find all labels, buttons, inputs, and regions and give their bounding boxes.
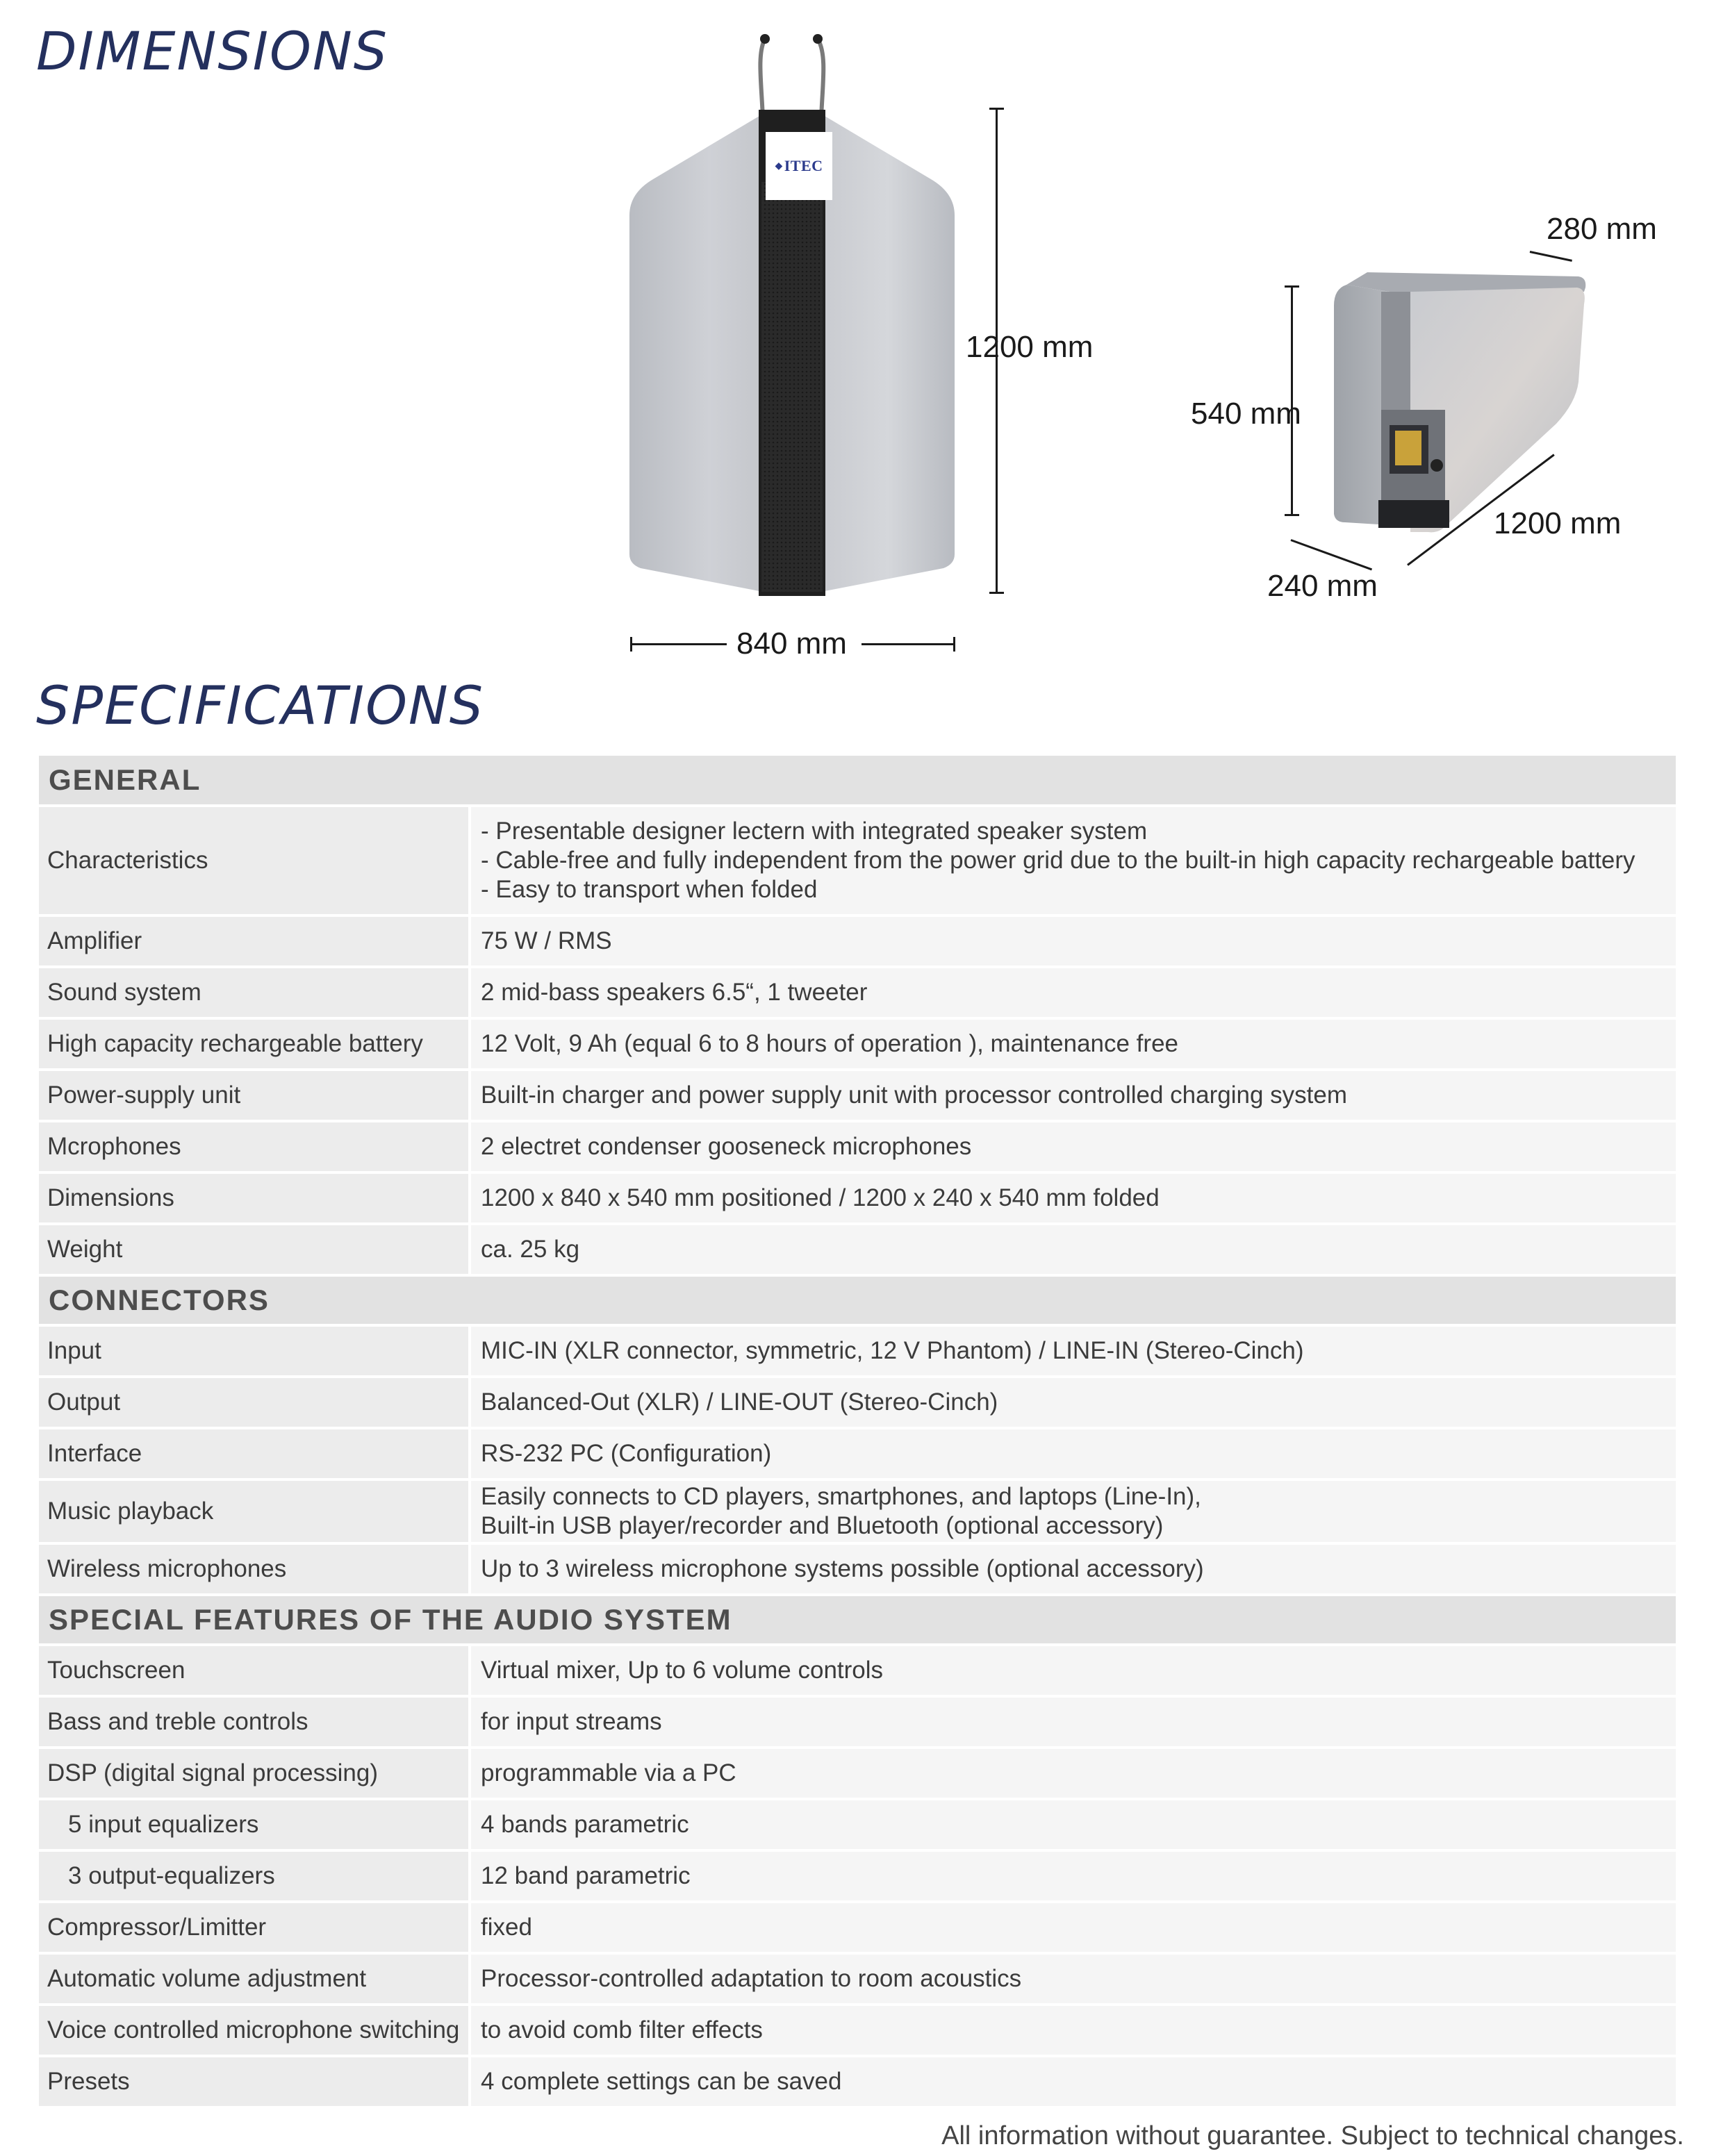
- spec-value: Built-in charger and power supply unit with processor controlled charging system: [470, 1070, 1676, 1121]
- folded-width-line: [1290, 539, 1372, 570]
- table-row: [39, 806, 1676, 915]
- folded-depth-line: [1530, 251, 1572, 262]
- lectern-width-cap-right: [953, 637, 955, 652]
- table-row: [39, 1748, 1676, 1799]
- lectern-width-line-right: [861, 643, 955, 645]
- spec-label: Input: [39, 1325, 470, 1377]
- folded-lectern-drawing: [1306, 264, 1598, 542]
- table-row: [39, 1479, 1676, 1543]
- lectern-height-cap-bottom: [989, 592, 1004, 594]
- section-header-connectors: [39, 1275, 1676, 1325]
- lectern-illustration: [625, 28, 959, 597]
- spec-label: Output: [39, 1377, 470, 1428]
- spec-value: 4 bands parametric: [470, 1799, 1676, 1850]
- spec-value-line: - Easy to transport when folded: [481, 876, 818, 903]
- spec-label: Wireless microphones: [39, 1543, 470, 1595]
- spec-value: 1200 x 840 x 540 mm positioned / 1200 x 240 x 540 mm folded: [470, 1172, 1676, 1224]
- folded-height-label: 540 mm: [1191, 397, 1301, 431]
- table-row: [39, 1172, 1676, 1224]
- spec-label: Characteristics: [39, 806, 470, 915]
- spec-value: 2 mid-bass speakers 6.5“, 1 tweeter: [470, 967, 1676, 1018]
- disclaimer-footer: All information without guarantee. Subject to technical changes.: [941, 2121, 1684, 2150]
- lectern-width-line-left: [631, 643, 727, 645]
- spec-value: Processor-controlled adaptation to room acoustics: [470, 1953, 1676, 2005]
- section-title: CONNECTORS: [39, 1275, 1676, 1325]
- table-row: [39, 1902, 1676, 1953]
- table-row: [39, 1850, 1676, 1902]
- section-title: SPECIAL FEATURES OF THE AUDIO SYSTEM: [39, 1595, 1676, 1645]
- spec-label: Sound system: [39, 967, 470, 1018]
- spec-value: [470, 1479, 1676, 1543]
- spec-value-line: Easily connects to CD players, smartphones, and laptops (Line-In),: [481, 1483, 1201, 1510]
- folded-height-cap-top: [1285, 285, 1299, 288]
- spec-value: 75 W / RMS: [470, 915, 1676, 967]
- spec-value: [470, 806, 1676, 915]
- spec-label: Automatic volume adjustment: [39, 1953, 470, 2005]
- spec-label: Dimensions: [39, 1172, 470, 1224]
- spec-label: Voice controlled microphone switching: [39, 2005, 470, 2056]
- spec-value: Balanced-Out (XLR) / LINE-OUT (Stereo-Cinch): [470, 1377, 1676, 1428]
- spec-value: for input streams: [470, 1696, 1676, 1748]
- spec-label: Touchscreen: [39, 1645, 470, 1696]
- folded-height-cap-bottom: [1285, 514, 1299, 516]
- table-row: [39, 1121, 1676, 1172]
- folded-width-label: 240 mm: [1267, 569, 1378, 603]
- spec-value: 12 band parametric: [470, 1850, 1676, 1902]
- lectern-width-cap-left: [630, 637, 632, 652]
- spec-label: DSP (digital signal processing): [39, 1748, 470, 1799]
- spec-value: Virtual mixer, Up to 6 volume controls: [470, 1645, 1676, 1696]
- folded-depth-label: 280 mm: [1547, 212, 1657, 246]
- spec-value: MIC-IN (XLR connector, symmetric, 12 V Phantom) / LINE-IN (Stereo-Cinch): [470, 1325, 1676, 1377]
- folded-lectern-illustration: [1306, 264, 1598, 542]
- logo-text: ITEC: [784, 157, 823, 174]
- spec-label: Mcrophones: [39, 1121, 470, 1172]
- table-row: [39, 1428, 1676, 1479]
- spec-label: Weight: [39, 1224, 470, 1275]
- table-row: [39, 1799, 1676, 1850]
- table-row: [39, 1018, 1676, 1070]
- spec-label: Bass and treble controls: [39, 1696, 470, 1748]
- spec-value: programmable via a PC: [470, 1748, 1676, 1799]
- itec-logo: [766, 132, 832, 200]
- spec-label: Music playback: [39, 1479, 470, 1543]
- spec-label: High capacity rechargeable battery: [39, 1018, 470, 1070]
- lectern-drawing: [625, 28, 959, 597]
- specifications-heading: SPECIFICATIONS: [36, 674, 484, 736]
- specifications-table: [39, 756, 1676, 2109]
- diamond-icon: ◆: [775, 160, 783, 172]
- table-row: [39, 1953, 1676, 2005]
- table-row: [39, 2005, 1676, 2056]
- lectern-width-label: 840 mm: [736, 627, 847, 661]
- section-header-general: [39, 756, 1676, 806]
- table-row: [39, 1070, 1676, 1121]
- spec-label: Power-supply unit: [39, 1070, 470, 1121]
- table-row: [39, 1543, 1676, 1595]
- folded-length-label: 1200 mm: [1494, 506, 1622, 540]
- table-row: [39, 1696, 1676, 1748]
- table-row: [39, 1224, 1676, 1275]
- spec-label: Amplifier: [39, 915, 470, 967]
- spec-value: to avoid comb filter effects: [470, 2005, 1676, 2056]
- spec-value: Up to 3 wireless microphone systems possible (optional accessory): [470, 1543, 1676, 1595]
- spec-label: Interface: [39, 1428, 470, 1479]
- spec-value: RS-232 PC (Configuration): [470, 1428, 1676, 1479]
- lectern-height-label: 1200 mm: [966, 330, 1094, 364]
- table-row: [39, 1325, 1676, 1377]
- dimensions-heading: DIMENSIONS: [36, 20, 388, 82]
- section-title: GENERAL: [39, 756, 1676, 806]
- table-row: [39, 1645, 1676, 1696]
- lectern-height-cap-top: [989, 108, 1004, 110]
- section-header-special-features: [39, 1595, 1676, 1645]
- spec-value-line: - Cable-free and fully independent from the power grid due to the built-in high capacity rechargeable battery: [481, 847, 1635, 874]
- spec-value-line: Built-in USB player/recorder and Bluetooth (optional accessory): [481, 1512, 1164, 1539]
- spec-label: Presets: [39, 2056, 470, 2107]
- spec-label: 3 output-equalizers: [39, 1850, 470, 1902]
- table-row: [39, 967, 1676, 1018]
- spec-value: 12 Volt, 9 Ah (equal 6 to 8 hours of operation ), maintenance free: [470, 1018, 1676, 1070]
- table-row: [39, 1377, 1676, 1428]
- spec-value: fixed: [470, 1902, 1676, 1953]
- spec-value: 4 complete settings can be saved: [470, 2056, 1676, 2107]
- table-row: [39, 2056, 1676, 2107]
- spec-label: Compressor/Limitter: [39, 1902, 470, 1953]
- spec-value: ca. 25 kg: [470, 1224, 1676, 1275]
- table-row: [39, 915, 1676, 967]
- spec-value-line: - Presentable designer lectern with integrated speaker system: [481, 818, 1148, 845]
- spec-label: 5 input equalizers: [39, 1799, 470, 1850]
- spec-value: 2 electret condenser gooseneck microphones: [470, 1121, 1676, 1172]
